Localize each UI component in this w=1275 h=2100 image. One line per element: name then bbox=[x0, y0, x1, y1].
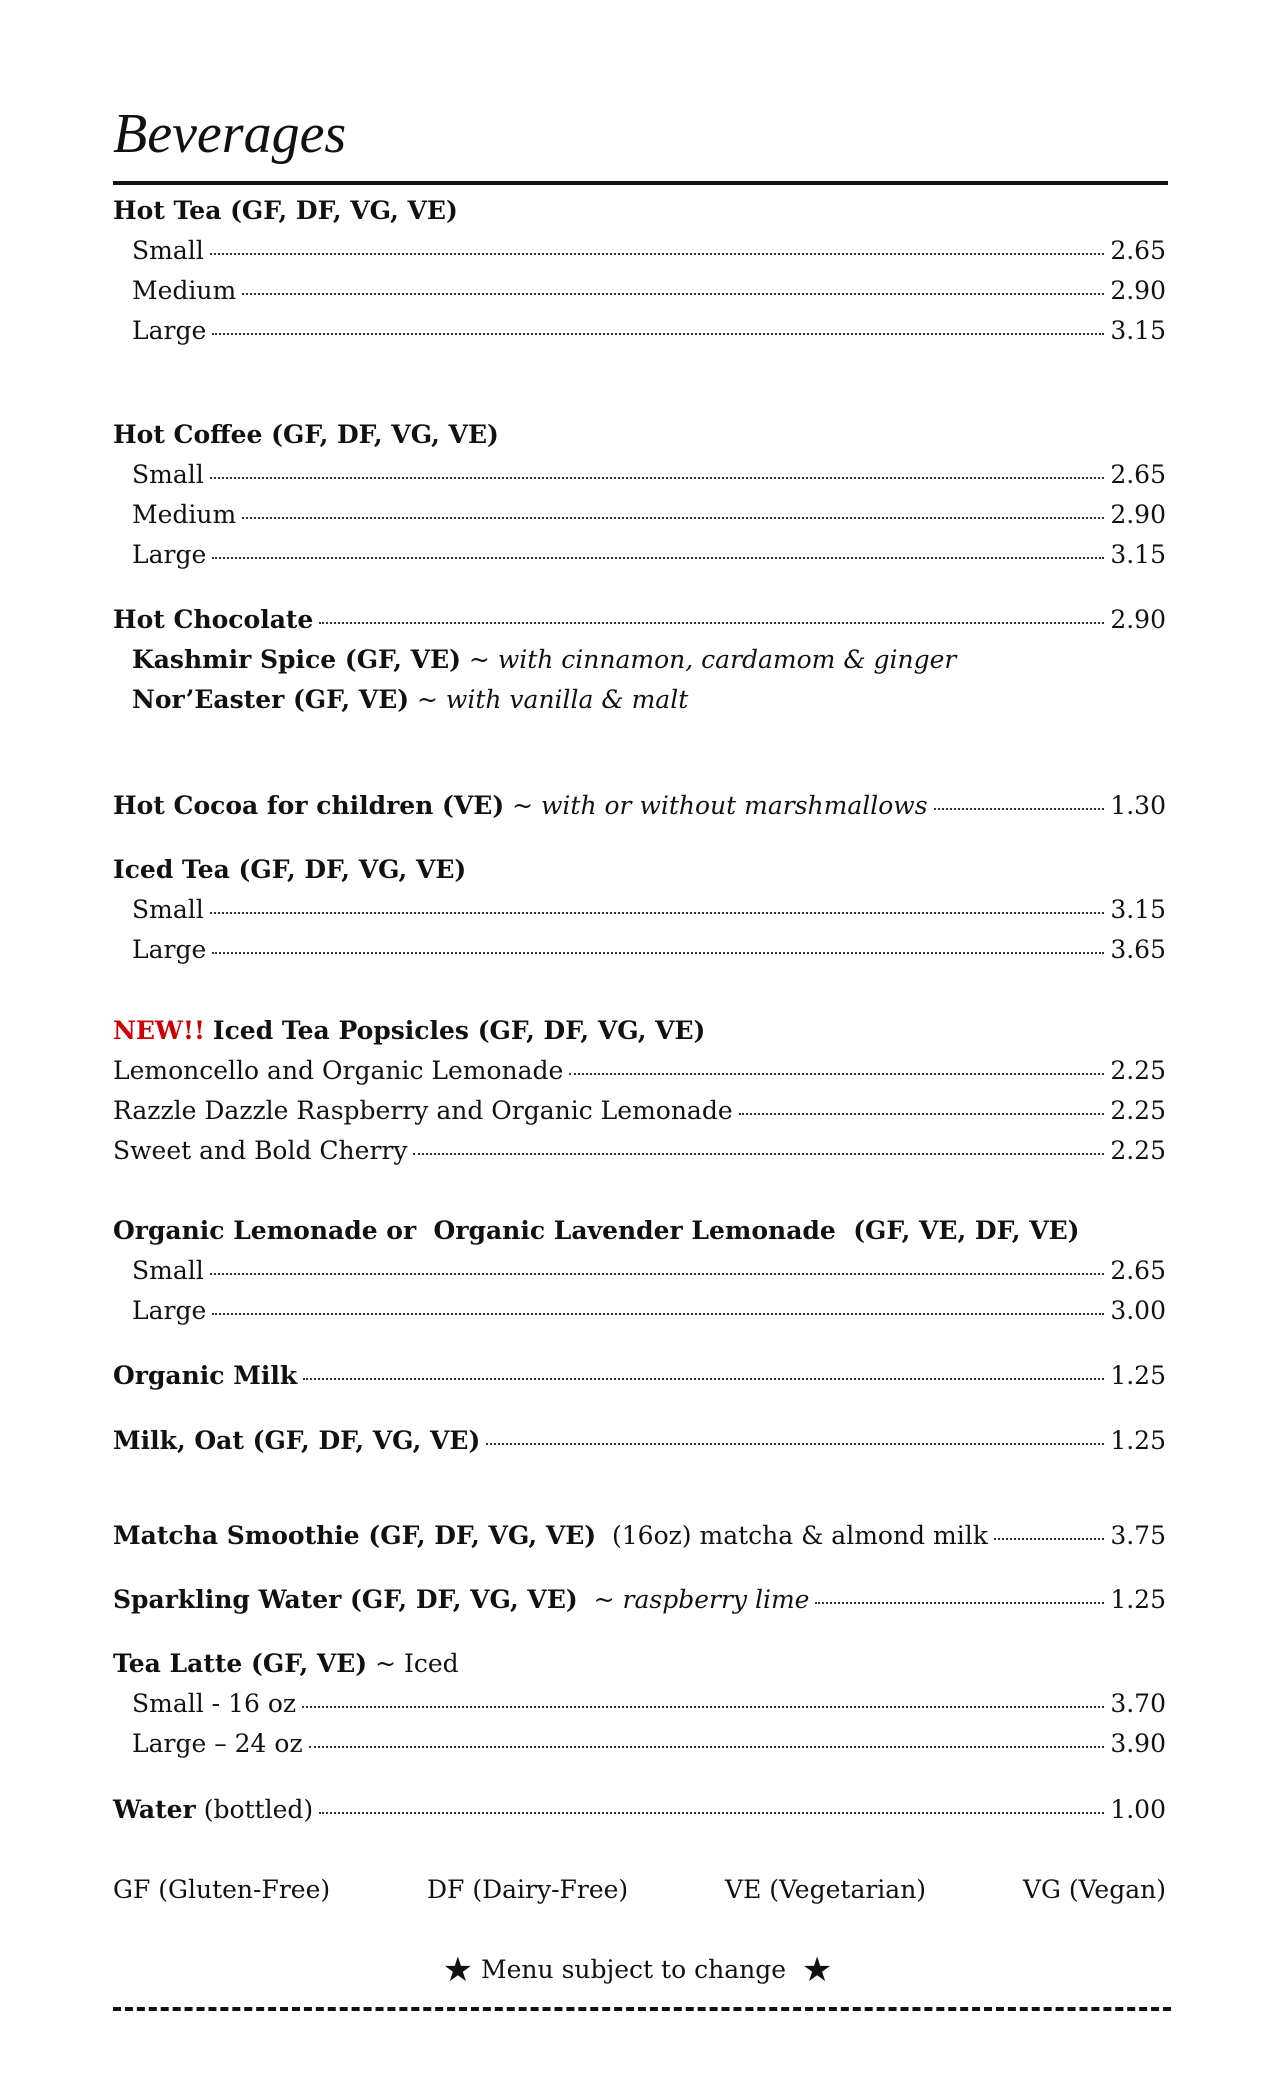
oat-milk-item: Milk, Oat (GF, DF, VG, VE) 1.25 bbox=[113, 1426, 1166, 1455]
hot-tea-heading: Hot Tea (GF, DF, VG, VE) bbox=[113, 196, 458, 225]
legend-vg: VG (Vegan) bbox=[1022, 1875, 1166, 1904]
iced-tea-small: Small 3.15 bbox=[132, 895, 1166, 924]
popsicles-heading: NEW!! Iced Tea Popsicles (GF, DF, VG, VE) bbox=[113, 1016, 706, 1045]
hot-coffee-medium: Medium 2.90 bbox=[132, 500, 1166, 529]
hot-tea-small: Small 2.65 bbox=[132, 236, 1166, 265]
hot-cocoa-item: Hot Cocoa for children (VE) ~ with or without marshmallows 1.30 bbox=[113, 791, 1166, 820]
tea-latte-heading: Tea Latte (GF, VE) ~ Iced bbox=[113, 1649, 459, 1678]
hot-tea-medium: Medium 2.90 bbox=[132, 276, 1166, 305]
tea-latte-large: Large – 24 oz 3.90 bbox=[132, 1729, 1166, 1758]
popsicle-razzle-dazzle: Razzle Dazzle Raspberry and Organic Lemonade 2.25 bbox=[113, 1096, 1166, 1125]
kashmir-spice-item: Kashmir Spice (GF, VE) ~ with cinnamon, cardamom & ginger bbox=[132, 645, 957, 674]
water-item: Water (bottled) 1.00 bbox=[113, 1795, 1166, 1824]
legend-ve: VE (Vegetarian) bbox=[725, 1875, 927, 1904]
footer-note bbox=[0, 1950, 1275, 1990]
hot-tea-large: Large 3.15 bbox=[132, 316, 1166, 345]
legend-df: DF (Dairy-Free) bbox=[426, 1875, 629, 1904]
popsicle-lemoncello: Lemoncello and Organic Lemonade 2.25 bbox=[113, 1056, 1166, 1085]
hot-coffee-small: Small 2.65 bbox=[132, 460, 1166, 489]
noreaster-item: Nor’Easter (GF, VE) ~ with vanilla & malt bbox=[132, 685, 689, 714]
lemonade-heading: Organic Lemonade or Organic Lavender Lemonade (GF, VE, DF, VE) bbox=[113, 1216, 1080, 1245]
footer-text: Menu subject to change bbox=[481, 1955, 786, 1984]
page-title: Beverages bbox=[113, 103, 347, 165]
iced-tea-heading: Iced Tea (GF, DF, VG, VE) bbox=[113, 855, 467, 884]
lemonade-small: Small 2.65 bbox=[132, 1256, 1166, 1285]
new-badge: NEW!! bbox=[113, 1016, 205, 1045]
popsicle-cherry: Sweet and Bold Cherry 2.25 bbox=[113, 1136, 1166, 1165]
sparkling-water-item: Sparkling Water (GF, DF, VG, VE) ~ raspberry lime 1.25 bbox=[113, 1585, 1166, 1614]
hot-coffee-heading: Hot Coffee (GF, DF, VG, VE) bbox=[113, 420, 499, 449]
bottom-dashed-rule bbox=[113, 2007, 1171, 2011]
organic-milk-item: Organic Milk 1.25 bbox=[113, 1361, 1166, 1390]
hot-coffee-large: Large 3.15 bbox=[132, 540, 1166, 569]
star-icon: ★ bbox=[442, 1950, 474, 1990]
iced-tea-large: Large 3.65 bbox=[132, 935, 1166, 964]
legend-gf: GF (Gluten-Free) bbox=[113, 1875, 331, 1904]
matcha-smoothie-item: Matcha Smoothie (GF, DF, VG, VE) (16oz) matcha & almond milk 3.75 bbox=[113, 1521, 1166, 1550]
lemonade-large: Large 3.00 bbox=[132, 1296, 1166, 1325]
star-icon: ★ bbox=[801, 1950, 833, 1990]
dietary-legend bbox=[113, 1875, 1166, 1904]
title-rule bbox=[113, 181, 1168, 185]
tea-latte-small: Small - 16 oz 3.70 bbox=[132, 1689, 1166, 1718]
hot-chocolate-item: Hot Chocolate 2.90 bbox=[113, 605, 1166, 634]
